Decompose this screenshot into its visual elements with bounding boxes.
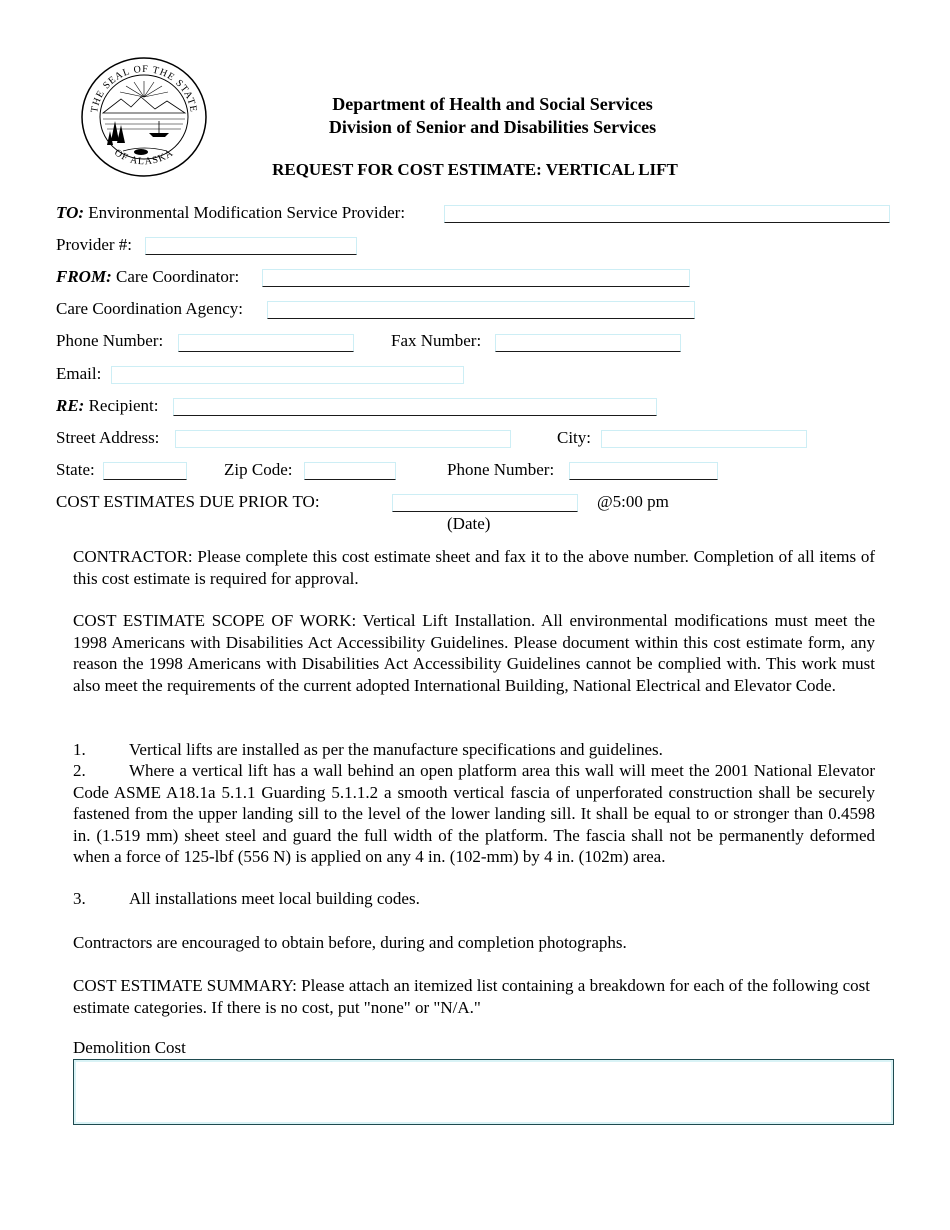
zip-code-field[interactable]	[304, 462, 396, 480]
department-name: Department of Health and Social Services	[332, 94, 653, 114]
from-label-row	[56, 267, 239, 287]
service-provider-field[interactable]	[444, 205, 890, 223]
seal-bottom-text: OF ALASKA	[112, 147, 176, 168]
demolition-cost-label: Demolition Cost	[73, 1038, 186, 1057]
re-label-row	[56, 396, 158, 416]
seal-top-text: THE SEAL OF THE STATE	[89, 63, 199, 114]
summary-paragraph: COST ESTIMATE SUMMARY: Please attach an itemized list containing a breakdown for each of the following cost estimate categories. If there is no cost, put "none" or "N/A."	[73, 976, 870, 1017]
contractor-paragraph: CONTRACTOR: Please complete this cost estimate sheet and fax it to the above number. Completion of all items of this cost estimate is required for approval.	[73, 547, 875, 588]
provider-label: Provider #:	[56, 235, 133, 254]
to-label: Environmental Modification Service Provider:	[88, 203, 406, 222]
provider-number-field[interactable]	[145, 237, 357, 255]
due-time: @5:00 pm	[597, 492, 669, 511]
state-label: State:	[56, 460, 95, 479]
recipient-phone-field[interactable]	[569, 462, 718, 480]
date-caption: (Date)	[447, 514, 491, 533]
phone-label: Phone Number:	[56, 331, 164, 350]
page-title: REQUEST FOR COST ESTIMATE: VERTICAL LIFT	[272, 160, 678, 179]
scope-paragraph: COST ESTIMATE SCOPE OF WORK: Vertical Lift Installation. All environmental modifications must meet the 1998 Americans with Disabilities Act Accessibility Guidelines. Please document within this cost estimate form, any reason the 1998 Americans with Disabilities Act Accessibility Guidelines cannot be complied with. This work must also meet the requirements of the current adopted International Building, National Electrical and Elevator Code.	[73, 611, 875, 695]
fax-number-field[interactable]	[495, 334, 681, 352]
from-label: Care Coordinator:	[115, 267, 240, 286]
agency-label: Care Coordination Agency:	[56, 299, 243, 318]
list-item-text: Where a vertical lift has a wall behind an open platform area this wall will meet the 2001 National Elevator Code ASME A18.1a 5.1.1 Guarding 5.1.1.2 a smooth vertical fascia of unperforated construction shall be securely fastened from the upper landing sill to the level of the lower landing sill. It shall be equal to or stronger than 0.4598 in. (1.519 mm) sheet steel and guard the full width of the platform. The fascia shall not be permanently deformed when a force of 125-lbf (556 N) is applied on any 4 in. (102-mm) by 4 in. (102m) area.	[73, 761, 875, 866]
photos-paragraph: Contractors are encouraged to obtain before, during and completion photographs.	[73, 933, 627, 952]
email-label: Email:	[56, 364, 102, 383]
due-date-field[interactable]	[392, 494, 578, 512]
fax-label: Fax Number:	[391, 331, 482, 350]
email-field[interactable]	[111, 366, 464, 384]
city-field[interactable]	[601, 430, 807, 448]
list-item	[73, 760, 875, 868]
re-prefix: RE:	[56, 396, 85, 415]
list-item-number: 2.	[73, 761, 86, 780]
division-name: Division of Senior and Disabilities Services	[328, 117, 657, 137]
to-label-row	[56, 203, 405, 223]
recipient-field[interactable]	[173, 398, 657, 416]
care-coordination-agency-field[interactable]	[267, 301, 695, 319]
street-address-field[interactable]	[175, 430, 511, 448]
care-coordinator-field[interactable]	[262, 269, 690, 287]
street-address-label: Street Address:	[56, 428, 160, 447]
list-item-text: All installations meet local building codes.	[129, 889, 420, 908]
city-label: City:	[557, 428, 592, 447]
demolition-cost-field[interactable]	[73, 1059, 894, 1125]
list-item-number: 1.	[73, 740, 86, 759]
list-item-text: Vertical lifts are installed as per the manufacture specifications and guidelines.	[129, 740, 663, 759]
from-prefix: FROM:	[56, 267, 112, 286]
list-item	[73, 739, 875, 761]
list-item-number: 3.	[73, 889, 86, 908]
state-field[interactable]	[103, 462, 187, 480]
zip-code-label: Zip Code:	[224, 460, 293, 479]
due-date-label: COST ESTIMATES DUE PRIOR TO:	[56, 492, 320, 511]
recipient-label: Recipient:	[88, 396, 159, 415]
recipient-phone-label: Phone Number:	[447, 460, 555, 479]
list-item	[73, 888, 875, 910]
to-prefix: TO:	[56, 203, 85, 222]
phone-number-field[interactable]	[178, 334, 354, 352]
state-seal-logo	[79, 55, 209, 179]
